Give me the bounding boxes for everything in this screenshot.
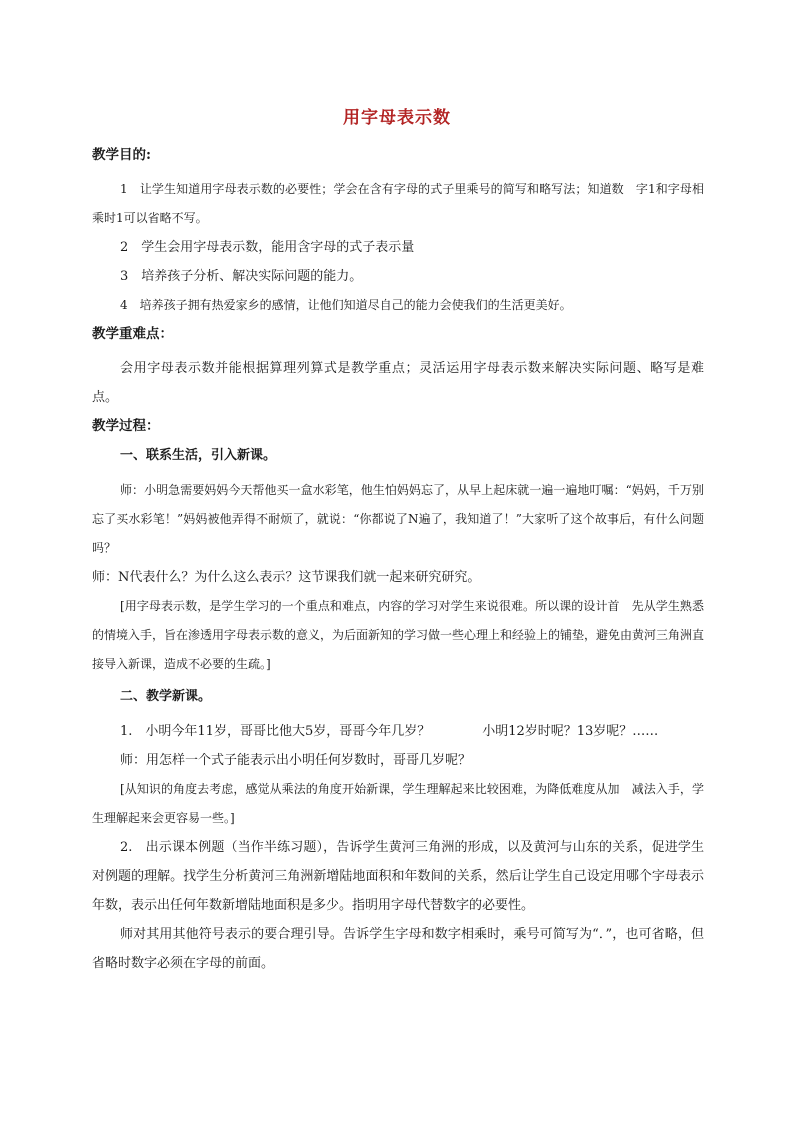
part1-question: 师：N代表什么？为什么这么表示？这节课我们就一起来研究研究。 — [92, 570, 481, 585]
process-heading: 教学过程： — [92, 418, 160, 434]
objective-item: 1 让学生知道用字母表示数的必要性；学会在含有字母的式子里乘号的简写和略写法；知道数 字1和字母相乘时1可以省略不写。 — [92, 182, 704, 225]
objectives-heading: 教学目的: — [92, 147, 151, 163]
part2-note: [从知识的角度去考虑，感觉从乘法的角度开始新课，学生理解起来比较困难，为降低难度从加 减法入手，学生理解起来会更容易一些。] — [92, 782, 704, 825]
part2-title: 二、教学新课。 — [120, 689, 212, 704]
objective-item: 2 学生会用字母表示数，能用含字母的式子表示量 — [120, 240, 415, 255]
part2-question-1b: 师：用怎样一个式子能表示出小明任何岁数时，哥哥几岁呢？ — [120, 753, 472, 768]
objective-item: 4 培养孩子拥有热爱家乡的感情，让他们知道尽自己的能力会使我们的生活更美好。 — [120, 298, 572, 312]
part2-question-3: 师对其用其他符号表示的要合理引导。告诉学生字母和数字相乘时，乘号可简写为“．”，也可省略，但省略时数字必须在字母的前面。 — [92, 927, 704, 971]
objective-item: 3 培养孩子分析、解决实际问题的能力。 — [120, 269, 363, 284]
part2-question-2: 2. 出示课本例题（当作半练习题），告诉学生黄河三角洲的形成，以及黄河与山东的关系，促进学生对例题的理解。找学生分析黄河三角洲新增陆地面积和年数间的关系，然后让学生自己设定用哪个字母表示年数，表示出任何年数新增陆地面积是多少。指明用字母代替数字的必要性。 — [92, 840, 704, 913]
document-body — [92, 145, 704, 978]
part1-story: 师：小明急需要妈妈今天帮他买一盒水彩笔，他生怕妈妈忘了，从早上起床就一遍一遍地叮嘱：“妈妈，千万别忘了买水彩笔！”妈妈被他弄得不耐烦了，就说：“你都说了N遍了，我知道了！”大家听了这个故事后，有什么问题吗？ — [92, 483, 704, 555]
part1-title: 一、联系生活，引入新课。 — [120, 448, 277, 463]
document-title: 用字母表示数 — [343, 108, 451, 128]
keypoints-text: 会用字母表示数并能根据算理列算式是教学重点；灵活运用字母表示数来解决实际问题、略写是难点。 — [92, 361, 704, 405]
part1-note: [用字母表示数，是学生学习的一个重点和难点，内容的学习对学生来说很难。所以课的设计首 先从学生熟悉的情境入手，旨在渗透用字母表示数的意义，为后面新知的学习做一些心理上和经验上的铺垫，避免由黄河三角洲直接导入新课，造成不必要的生疏。] — [92, 599, 705, 671]
keypoints-heading: 教学重难点： — [92, 326, 173, 342]
part2-question-1: 1. 小明今年11岁，哥哥比他大5岁，哥哥今年几岁？ 小明12岁时呢？13岁呢？…… — [120, 724, 659, 739]
